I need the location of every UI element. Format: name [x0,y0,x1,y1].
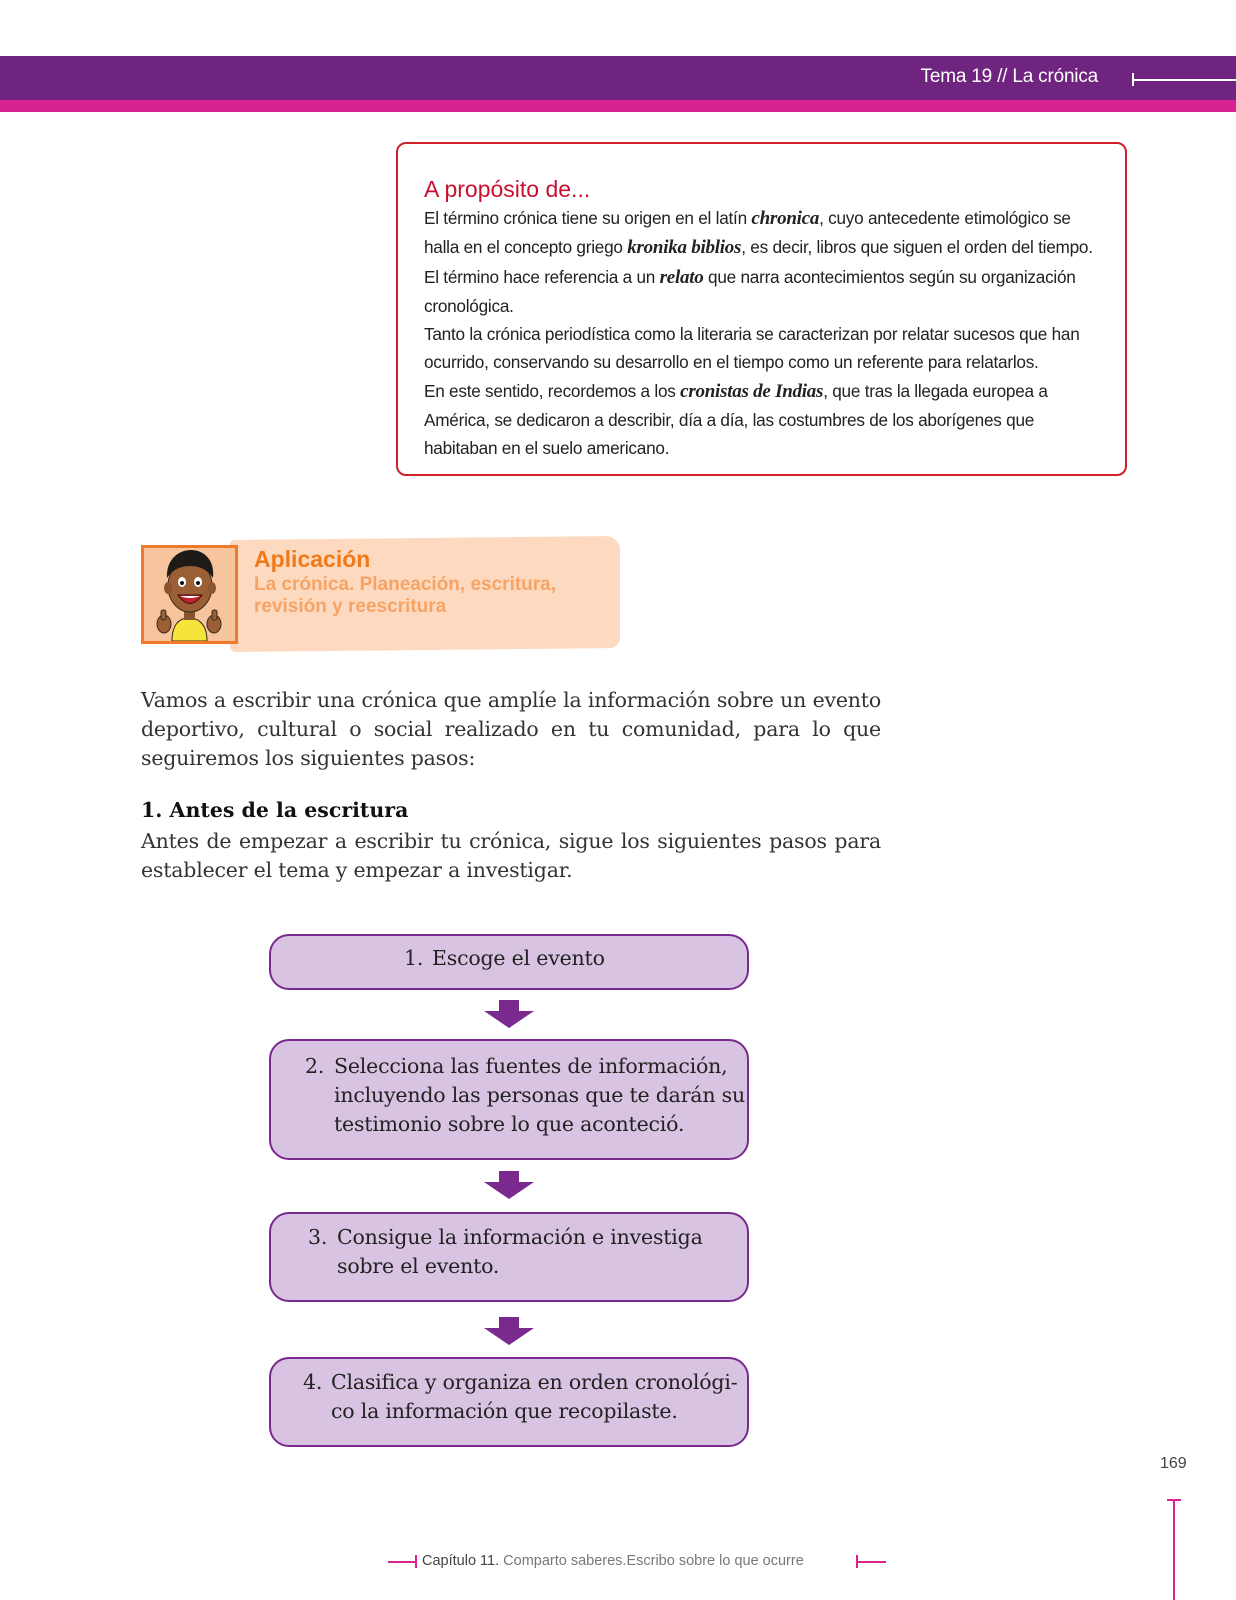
boy-thumbs-up-icon [144,548,235,641]
flow-step-text: Escoge el evento [432,946,605,970]
intro-paragraph: Vamos a escribir una crónica que amplíe la información sobre un evento deportivo, cultural o social realizado en tu comunidad, para lo que seguiremos los siguientes pasos: [141,688,881,770]
info-box-title: A propósito de... [424,176,591,202]
footer-rule-right [858,1561,886,1563]
header-stripe [0,100,1236,112]
flow-step-line: testimonio sobre lo que aconteció. [334,1112,685,1136]
section-paragraph: Antes de empezar a escribir tu crónica, sigue los siguientes pasos para establecer el tema y empezar a investigar. [141,829,881,882]
text-run: , es decir, libros que siguen el orden del tiempo. El término hace referencia a un [424,237,1093,287]
footer-chapter-title: Comparto saberes.Escribo sobre lo que ocurre [499,1553,804,1569]
aplicacion-subtitle [254,574,614,618]
aplicacion-subtitle-line-2: revisión y reescritura [254,596,447,617]
info-paragraph-2: Tanto la crónica periodística como la literaria se caracterizan por relatar sucesos que han ocurrido, conservando su desarrollo en el tiempo como un referente para relatarlos. [424,324,1080,373]
text-run: que narra acontecimientos según su organización cronológica. [424,266,1076,316]
term-chronica: chronica [751,208,820,229]
info-paragraph-1 [424,204,1104,320]
text-run: El término crónica tiene su origen en el latín [424,208,752,228]
footer-chapter-label: Capítulo 11. [422,1553,500,1569]
flow-step-3 [269,1212,749,1302]
flow-step-line: Consigue la información e investiga [337,1225,703,1249]
info-paragraph-3 [424,377,1104,463]
flow-step-number: 1. [404,946,424,970]
flow-step-line: sobre el evento. [337,1254,500,1278]
text-run: En este sentido, recordemos a los [424,380,681,401]
flow-step-4 [269,1357,749,1447]
margin-rule [1173,1500,1175,1600]
info-box [396,142,1127,476]
down-arrow-icon [484,1317,534,1345]
footer-chapter [422,1553,804,1569]
aplicacion-icon-frame [141,545,238,644]
term-relato: relato [659,266,704,288]
header-rule [1134,79,1236,81]
flow-step-line: incluyendo las personas que te darán su [334,1083,745,1107]
text-run: , cuyo antecedente etimológico se halla en el concepto griego [424,208,1071,258]
flow-step-number: 4. [303,1370,323,1394]
text-run: , que tras la llegada europea a América, se dedicaron a describir, día a día, las costumbres de los aborígenes que habitaban en el suelo americano. [424,380,1048,459]
flow-step-line: Selecciona las fuentes de información, [334,1054,728,1078]
flow-step-text [337,1223,703,1281]
page-number: 169 [1160,1455,1187,1472]
flow-step-line: co la información que recopilaste. [331,1399,678,1423]
flow-step-line: Clasifica y organiza en orden cronológi- [331,1370,738,1394]
flow-step-number: 3. [308,1225,328,1249]
flow-step-1 [269,934,749,990]
aplicacion-title: Aplicación [254,546,371,572]
flow-step-2 [269,1039,749,1160]
aplicacion-subtitle-line-1: La crónica. Planeación, escritura, [254,574,557,595]
section-heading: 1. Antes de la escritura [141,798,409,822]
term-cronistas-de-indias: cronistas de Indias [680,380,824,402]
flow-step-text [331,1368,737,1426]
down-arrow-icon [484,1171,534,1199]
footer-rule-left-tick [415,1555,417,1568]
term-kronika-biblios: kronika biblios [627,237,742,259]
info-box-text [424,204,1104,463]
flow-step-text [334,1052,745,1139]
topic-title: Tema 19 // La crónica [920,66,1098,87]
flow-step-number: 2. [305,1054,325,1078]
footer-rule-left [388,1561,416,1563]
down-arrow-icon [484,1000,534,1028]
